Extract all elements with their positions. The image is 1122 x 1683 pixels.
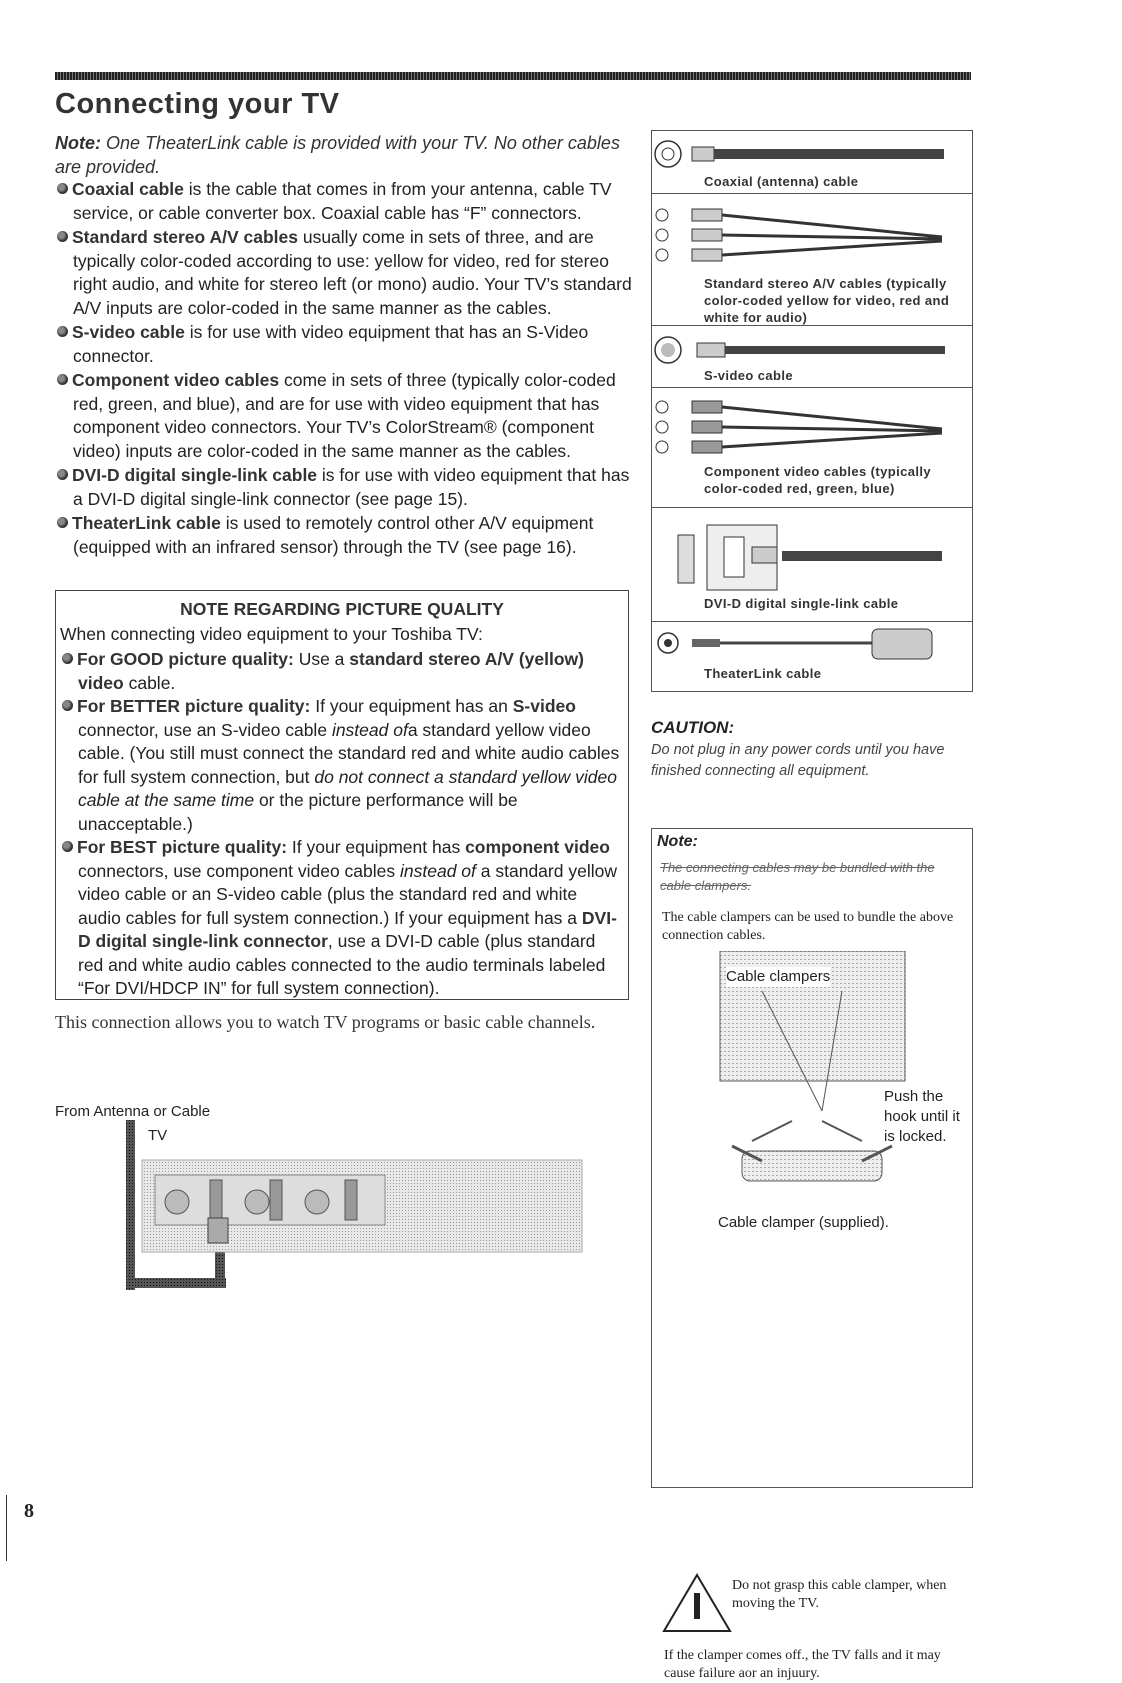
svideo-cable-icon — [652, 333, 972, 367]
bullet-icon — [62, 653, 73, 664]
cable-type-list — [55, 178, 635, 560]
warning-text: Do not grasp this cable clamper, when moving the TV. — [732, 1578, 947, 1611]
connector-icon — [345, 1180, 357, 1220]
note-body: The cable clampers can be used to bundle the above connection cables. — [662, 910, 954, 943]
list-item — [60, 695, 622, 836]
top-note-text: One TheaterLink cable is provided with your TV. No other cables are provided. — [55, 133, 620, 177]
list-item — [55, 178, 635, 225]
cable-caption: Standard stereo A/V cables (typically color-coded yellow for video, red and white for audio) — [704, 276, 950, 325]
page-number: 8 — [24, 1500, 34, 1522]
strong-text: S-video — [512, 696, 576, 716]
text: Use a — [298, 649, 345, 669]
cable-description: is for use with video equipment that has an S-Video connector. — [73, 322, 589, 366]
text: a standard yellow video cable or an S-video cable (plus the standard red and white audio cables for full system connection.) If your equipment has a — [78, 860, 617, 928]
dvi-cable-cell — [652, 507, 972, 622]
bullet-icon — [57, 231, 68, 242]
antenna-cable — [126, 1120, 135, 1290]
cable-caption: S-video cable — [704, 368, 794, 383]
top-rule — [55, 72, 971, 80]
component-cables-icon — [652, 397, 972, 463]
quality-list — [60, 648, 622, 1001]
page-title: Connecting your TV — [55, 88, 340, 120]
cable-term: S-video cable — [72, 322, 185, 342]
connection-description: This connection allows you to watch TV programs or basic cable channels. — [55, 1012, 596, 1032]
strong-text: component video — [465, 837, 610, 857]
coaxial-cable-icon — [652, 137, 972, 172]
cable-description: come in sets of three (typically color-coded red, green, and blue), and are for use with video equipment that has component video connectors. Your TV’s ColorStream® (component video) inputs are color-coded in the same manner as the cables. — [73, 370, 616, 461]
tv-label: TV — [148, 1127, 168, 1144]
cable-term: Coaxial cable — [72, 179, 184, 199]
top-note-label: Note: — [55, 133, 101, 153]
list-item — [55, 226, 635, 320]
coaxial-cable-cell — [652, 131, 972, 194]
bullet-icon — [62, 700, 73, 711]
text: If your equipment has an — [315, 696, 508, 716]
connector-icon — [270, 1180, 282, 1220]
clamper-image — [742, 1151, 882, 1181]
list-item — [55, 512, 635, 559]
clamper-caption: Cable clamper (supplied). — [718, 1214, 889, 1231]
connector-icon — [305, 1190, 329, 1214]
push-hook-label: Push the hook until it is locked. — [884, 1088, 960, 1145]
quality-note-intro: When connecting video equipment to your Toshiba TV: — [60, 624, 483, 644]
text: cable. — [128, 672, 176, 693]
theaterlink-cable-icon — [652, 625, 972, 661]
connector-icon — [245, 1190, 269, 1214]
caution-title: CAUTION: — [651, 718, 735, 737]
cable-illustration-panel — [651, 130, 973, 692]
list-item — [60, 648, 622, 695]
list-item — [60, 836, 622, 1001]
component-cable-cell — [652, 387, 972, 508]
cable-description: usually come in sets of three, and are typically color-coded according to use: yellow for video, red for stereo right audio, and white for stereo left (or mono) audio. Your TV’s standard A/V inputs are color-coded in the same manner as the cables. — [73, 227, 632, 318]
text: a standard yellow video cable. (You still must connect the standard red and white audio cables for full system connection, but — [78, 719, 620, 787]
connector-icon — [165, 1190, 189, 1214]
cable-clamper-note-box — [651, 828, 973, 1681]
quality-label-better: For BETTER picture quality: — [77, 696, 311, 716]
warning-icon — [662, 1573, 732, 1633]
theaterlink-cable-cell — [652, 621, 972, 691]
quality-label-best: For BEST picture quality: — [77, 837, 288, 857]
page-margin-bar — [6, 1495, 7, 1561]
list-item — [55, 321, 635, 368]
cable-clampers-label: Cable clampers — [726, 968, 831, 985]
antenna-cable — [126, 1278, 226, 1288]
emphasis-text: instead of — [331, 719, 408, 740]
connector-icon — [210, 1180, 222, 1220]
tv-connection-diagram — [120, 1120, 590, 1300]
svideo-cable-cell — [652, 325, 972, 388]
cable-description: is for use with video equipment that has a DVI-D digital single-link connector (see page 15). — [73, 465, 630, 509]
struck-text: The connecting cables may be bundled with the cable clampers. — [660, 860, 935, 893]
from-antenna-label: From Antenna or Cable — [55, 1103, 211, 1120]
text: connectors, use component video cables — [78, 860, 396, 881]
cable-description: is used to remotely control other A/V equipment (equipped with an infrared sensor) through the TV (see page 16). — [73, 513, 594, 557]
text: or the picture performance will be unacceptable.) — [78, 790, 518, 834]
warning-text-2: If the clamper comes off., the TV falls and it may cause failure aor an injuury. — [664, 1648, 941, 1681]
text: If your equipment has — [291, 837, 461, 857]
quality-note-title: NOTE REGARDING PICTURE QUALITY — [180, 599, 504, 619]
picture-quality-note-box — [55, 590, 629, 1000]
quality-label-good: For GOOD picture quality: — [77, 649, 294, 669]
cable-description: is the cable that comes in from your antenna, cable TV service, or cable converter box. Coaxial cable has “F” connectors. — [73, 179, 612, 223]
cable-caption: Component video cables (typically color-coded red, green, blue) — [704, 464, 932, 496]
emphasis-text: instead of — [400, 860, 476, 881]
av-cables-icon — [652, 203, 972, 275]
text: , use a DVI-D cable (plus standard red and white audio cables connected to the audio terminals labeled “For DVI/HDCP IN” for full system connection). — [78, 931, 606, 998]
cable-term: TheaterLink cable — [72, 513, 221, 533]
bullet-icon — [62, 841, 73, 852]
list-item — [55, 464, 635, 511]
cable-clamper-illustration — [712, 951, 912, 1216]
cable-term: DVI-D digital single-link cable — [72, 465, 318, 485]
strong-text: standard stereo A/V (yellow) video — [78, 649, 584, 693]
cable-term: Standard stereo A/V cables — [72, 227, 298, 247]
caution-text: Do not plug in any power cords until you have finished connecting all equipment. — [651, 742, 945, 779]
bullet-icon — [57, 469, 68, 480]
text: connector, use an S-video cable — [78, 719, 328, 740]
bullet-icon — [57, 183, 68, 194]
av-cable-cell — [652, 193, 972, 326]
dvi-cable-icon — [652, 515, 972, 595]
cable-caption: TheaterLink cable — [704, 666, 822, 681]
cable-caption: DVI-D digital single-link cable — [704, 596, 899, 611]
emphasis-text: do not connect a standard yellow video cable at the same time — [78, 766, 617, 810]
note-title: Note: — [657, 833, 698, 850]
top-note — [55, 131, 635, 179]
bullet-icon — [57, 326, 68, 337]
bullet-icon — [57, 517, 68, 528]
cable-term: Component video cables — [72, 370, 280, 390]
plug-icon — [208, 1218, 228, 1243]
strong-text: DVI-D digital single-link connector — [78, 907, 617, 951]
list-item — [55, 369, 635, 463]
cable-caption: Coaxial (antenna) cable — [704, 174, 859, 189]
bullet-icon — [57, 374, 68, 385]
